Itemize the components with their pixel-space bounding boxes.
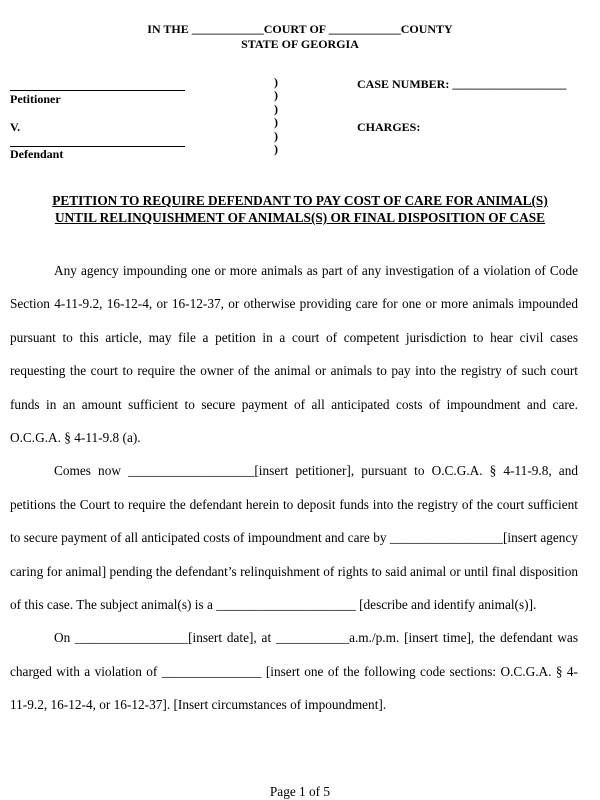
page-number: Page 1 of 5 bbox=[269, 784, 331, 799]
header-county-blank: ____________ bbox=[328, 22, 401, 36]
court-header-line1 bbox=[0, 22, 600, 37]
paren: ) bbox=[274, 115, 278, 130]
body-paragraph-2: Comes now ___________________[insert petitioner], pursuant to O.C.G.A. § 4-11-9.8, and petitions the Court to require the defendant herein to deposit funds into the registry of the court sufficient to secure payment of all anticipated costs of impoundment and care by _________________[insert agency caring for animal] pending the defendant’s relinquishment of rights to said animal or until final disposition of this case. The subject animal(s) is a _____________________ [describe and identify animal(s)]. bbox=[10, 463, 578, 613]
petitioner-label: Petitioner bbox=[10, 92, 61, 106]
versus-label: V. bbox=[10, 120, 21, 134]
body-paragraph-1: Any agency impounding one or more animals as part of any investigation of a violation of Code Section 4-11-9.2, 16-12-4, or 16-12-37, or otherwise providing care for one or more animals impounded pursuant to this article, may file a petition in a court of competent jurisdiction to hear civil cases requesting the court to require the owner of the animal or animals to pay into the registry of such court funds in an amount sufficient to secure payment of all anticipated costs of impoundment and care. O.C.G.A. § 4-11-9.8 (a). bbox=[10, 263, 578, 446]
petition-title-line1: PETITION TO REQUIRE DEFENDANT TO PAY COST OF CARE FOR ANIMAL(S) bbox=[52, 193, 548, 208]
header-county: COUNTY bbox=[400, 22, 453, 36]
paren: ) bbox=[274, 88, 278, 103]
petitioner-signature-line bbox=[10, 90, 185, 91]
case-number-label: CASE NUMBER: bbox=[357, 77, 450, 91]
paren: ) bbox=[274, 75, 278, 89]
body-paragraph-3: On _________________[insert date], at ___________a.m./p.m. [insert time], the defendant was charged with a violation of _______________ [insert one of the following code sections: O.C.G.A. § 4-11-9.2, 16-12-4, or 16-12-37]. [Insert circumstances of impoundment]. bbox=[10, 630, 578, 713]
court-header-line2: STATE OF GEORGIA bbox=[241, 37, 359, 51]
paren: ) bbox=[274, 101, 278, 116]
header-court-blank: ____________ bbox=[191, 22, 264, 36]
header-in-the: IN THE bbox=[147, 22, 189, 36]
paren: ) bbox=[274, 141, 278, 156]
paren: ) bbox=[274, 128, 278, 143]
petition-title-line2: UNTIL RELINQUISHMENT OF ANIMALS(S) OR FINAL DISPOSITION OF CASE bbox=[54, 210, 546, 225]
case-number-field bbox=[357, 77, 566, 92]
header-court-of: COURT OF bbox=[263, 22, 326, 36]
defendant-label: Defendant bbox=[10, 147, 64, 161]
petition-body bbox=[10, 254, 578, 722]
case-number-blank: ___________________ bbox=[452, 77, 567, 91]
charges-label: CHARGES: bbox=[357, 120, 421, 134]
caption-parentheses bbox=[274, 76, 284, 156]
